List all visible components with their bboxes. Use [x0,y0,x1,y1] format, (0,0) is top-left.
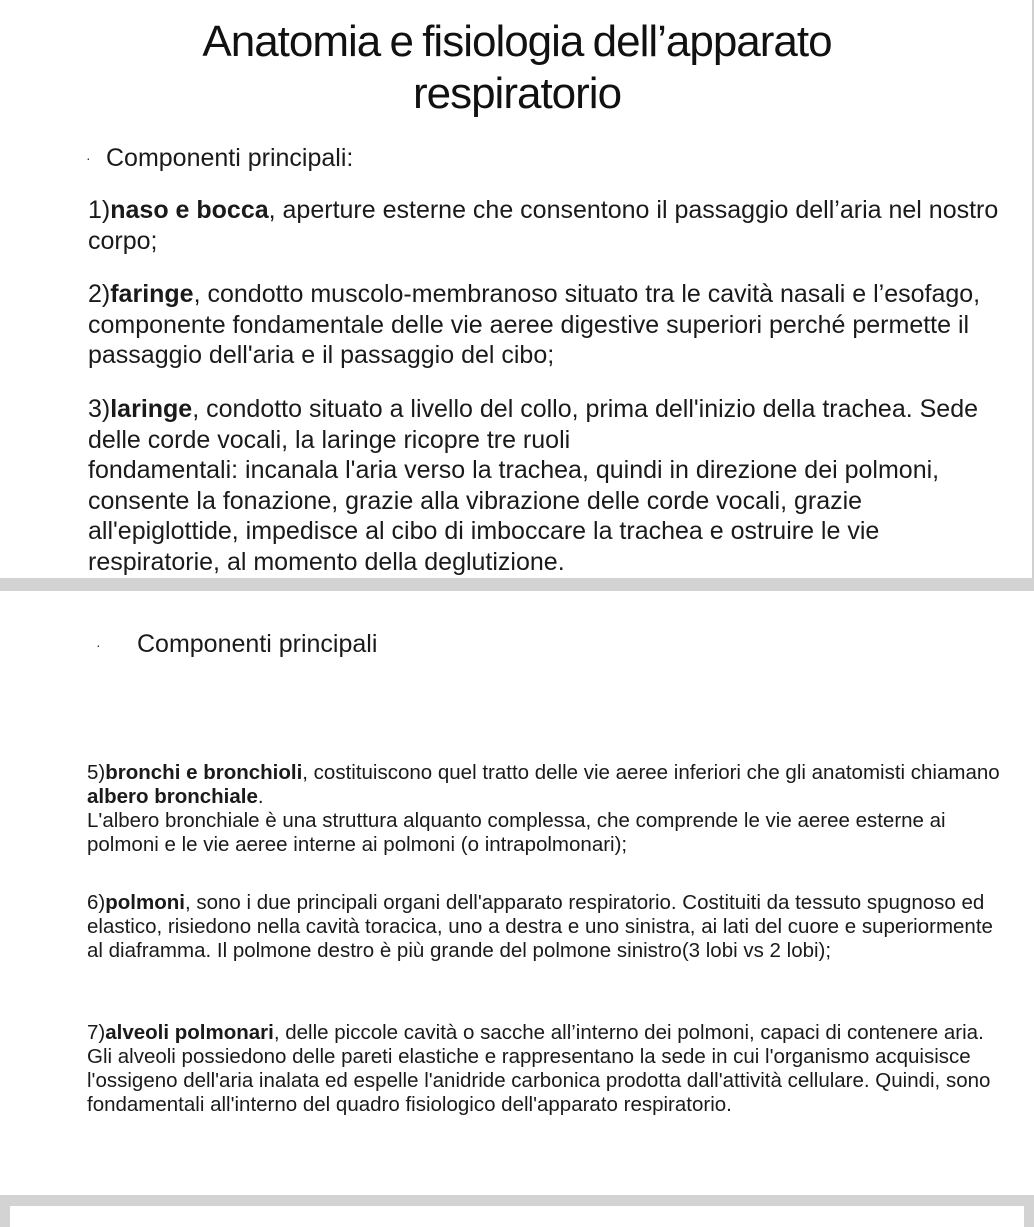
bullet-dot: · [96,637,101,653]
title-line-2: respiratorio [412,69,622,118]
slide-2 [0,591,1034,1195]
list-item-bronchi [87,761,1012,857]
item-text-end: . [257,785,264,808]
item-number: 3) [88,395,111,423]
list-item-naso-bocca [88,195,1008,256]
item-term: faringe [110,280,194,308]
item-number: 5) [87,761,106,784]
item-number: 7) [87,1021,106,1044]
slide-title [0,16,1034,120]
list-item-faringe [88,279,1008,371]
item-text: , costituiscono quel tratto delle vie aeree inferiori che gli anatomisti chiamano [302,761,1000,784]
item-term: naso e bocca [110,196,269,224]
item-text: , sono i due principali organi dell'apparato respiratorio. Costituiti da tessuto spugnoso ed elastico, risiedono nella cavità toracica, uno a destra e uno sinistra, ai lati del cuore e superiormente al diaframma. Il polmone destro è più grande del polmone sinistro(3 lobi vs 2 lobi); [87,891,993,962]
item-text: , condotto muscolo-membranoso situato tra le cavità nasali e l’esofago, componente fondamentale delle vie aeree digestive superiori perché permette il passaggio dell'aria e il passaggio del cibo; [88,280,981,369]
title-line-1: Anatomia e fisiologia dell’apparato [202,17,832,66]
item-number: 1) [88,196,111,224]
item-number: 6) [87,891,106,914]
item-term: bronchi e bronchioli [105,761,303,784]
item-number: 2) [88,280,111,308]
item-term: alveoli polmonari [105,1021,274,1044]
list-item-laringe [88,394,1008,577]
list-item-alveoli [87,1021,1012,1117]
item-term: laringe [110,395,193,423]
item-text: , condotto situato a livello del collo, prima dell'inizio della trachea. Sede delle corde vocali, la laringe ricopre tre ruoli [88,395,978,454]
slide-3 [10,1206,1024,1227]
bullet-dot: · [86,150,91,166]
section-heading: Componenti principali [137,630,378,658]
slide-1 [0,0,1034,578]
item-term-secondary: albero bronchiale [87,785,258,808]
item-text-continued: fondamentali: incanala l'aria verso la trachea, quindi in direzione dei polmoni, consente la fonazione, grazie alla vibrazione delle corde vocali, grazie all'epiglottide, impedisce al cibo di imboccare la trachea e ostruire le vie respiratorie, al momento della deglutizione. [88,456,940,576]
item-text-continued: L'albero bronchiale è una struttura alquanto complessa, che comprende le vie aeree esterne ai polmoni e le vie aeree interne ai polmoni (o intrapolmonari); [87,809,946,856]
list-item-polmoni [87,891,1012,963]
item-term: polmoni [105,891,185,914]
item-text: , aperture esterne che consentono il passaggio dell’aria nel nostro corpo; [88,196,999,255]
item-text: , delle piccole cavità o sacche all’interno dei polmoni, capaci di contenere aria. Gli alveoli possiedono delle pareti elastiche e rappresentano la sede in cui l'organismo acquisisce l'ossigeno dell'aria inalata ed espelle l'anidride carbonica prodotta dall'attività cellulare. Quindi, sono fondamentali all'interno del quadro fisiologico dell'apparato respiratorio. [87,1021,991,1116]
section-heading: Componenti principali: [106,144,354,172]
